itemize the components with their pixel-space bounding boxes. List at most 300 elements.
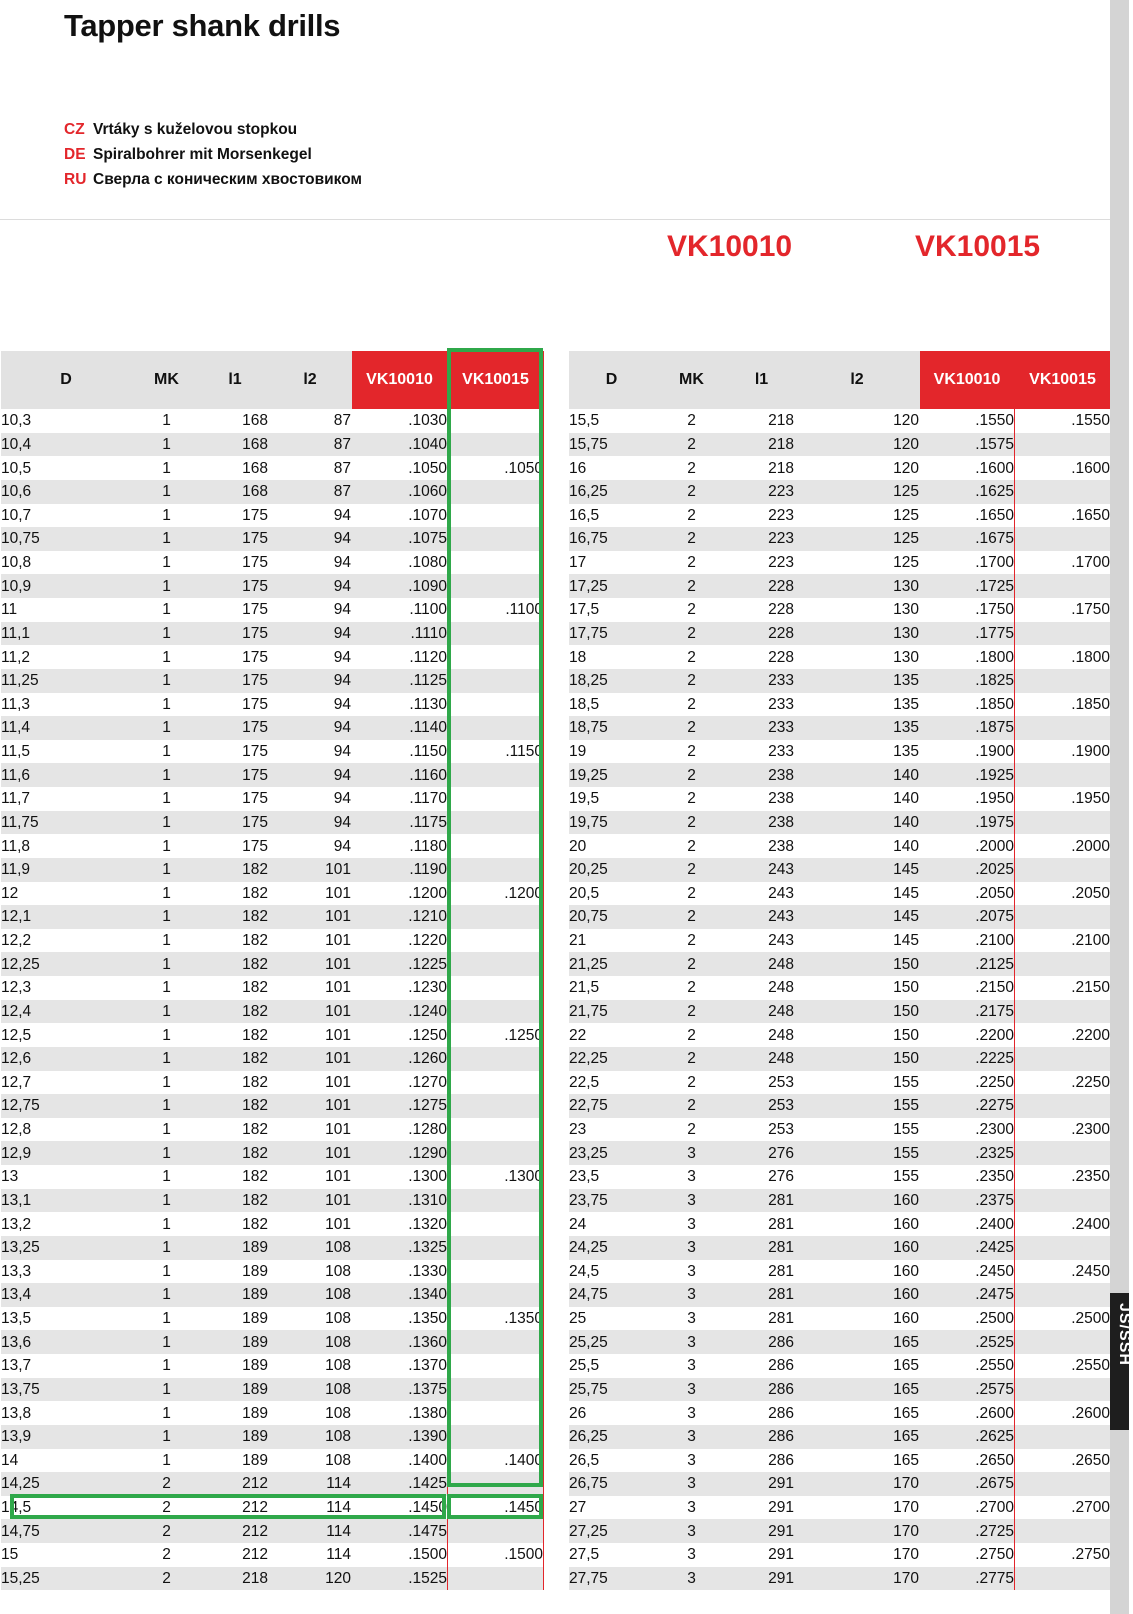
table-row [1, 811, 544, 835]
cell-l1: 168 [202, 433, 269, 457]
cell-vk10015: .1050 [448, 456, 544, 480]
cell-mk: 1 [132, 480, 202, 504]
cell-mk: 1 [162, 932, 171, 950]
cell-l2: 108 [325, 1404, 351, 1422]
table-row [569, 409, 1111, 433]
cell-d: 25 [569, 1310, 587, 1328]
cell-l1: 218 [202, 1567, 269, 1591]
cell-l2: 101 [269, 1047, 352, 1071]
cell-mk: 2 [687, 979, 696, 997]
cell-d: 12,3 [1, 979, 32, 997]
cell-l1: 189 [242, 1451, 268, 1469]
cell-d: 13,5 [1, 1310, 32, 1328]
cell-l2: 165 [893, 1404, 919, 1422]
cell-mk: 2 [655, 669, 729, 693]
cell-l2: 150 [795, 952, 920, 976]
cell-l2: 150 [893, 979, 919, 997]
cell-l1: 182 [242, 1121, 268, 1139]
cell-vk10015: .1550 [1015, 409, 1111, 433]
cell-vk10010: .1750 [920, 598, 1015, 622]
header-l2: l2 [795, 351, 920, 409]
cell-mk: 1 [162, 837, 171, 855]
cell-l1: 182 [242, 1168, 268, 1186]
cell-vk10015 [448, 1472, 544, 1496]
table-row [1, 1354, 544, 1378]
cell-vk10015 [1015, 1567, 1111, 1591]
table-row [569, 598, 1111, 622]
cell-vk10010: .1575 [920, 433, 1015, 457]
cell-l2: 170 [795, 1519, 920, 1543]
cell-vk10010: .2375 [920, 1189, 1015, 1213]
cell-l1: 233 [768, 695, 794, 713]
cell-vk10015 [448, 1189, 544, 1213]
cell-l1: 291 [729, 1472, 795, 1496]
cell-mk: 3 [655, 1425, 729, 1449]
cell-vk10015 [1015, 1472, 1111, 1496]
cell-l1: 175 [242, 837, 268, 855]
cell-vk10010: .1340 [352, 1283, 448, 1307]
cell-l2: 155 [795, 1141, 920, 1165]
cell-l1: 175 [202, 574, 269, 598]
cell-l1: 182 [202, 1000, 269, 1024]
table-body [1, 409, 544, 1590]
cell-vk10010: .1230 [352, 976, 448, 1000]
cell-mk: 2 [162, 1546, 171, 1564]
cell-vk10010: .2550 [920, 1354, 1015, 1378]
cell-l2: 160 [893, 1310, 919, 1328]
cell-vk10015: .1900 [1015, 740, 1111, 764]
cell-d: 26 [569, 1404, 587, 1422]
table-row [1, 622, 544, 646]
cell-l1: 182 [242, 884, 268, 902]
cell-l2: 108 [325, 1262, 351, 1280]
cell-mk: 1 [132, 1283, 202, 1307]
cell-l1: 218 [729, 433, 795, 457]
cell-d: 14,75 [1, 1519, 132, 1543]
table-row [1, 456, 544, 480]
cell-vk10010: .1050 [352, 456, 448, 480]
cell-vk10015 [1015, 716, 1111, 740]
page-title: Tapper shank drills [64, 8, 341, 43]
cell-vk10010: .2425 [920, 1236, 1015, 1260]
table-row [1, 1165, 544, 1189]
cell-l2: 130 [795, 622, 920, 646]
header-vk10010: VK10010 [920, 351, 1015, 409]
cell-mk: 3 [687, 1357, 696, 1375]
cell-vk10015: .2650 [1015, 1449, 1111, 1473]
cell-vk10010: .1125 [352, 669, 448, 693]
drill-table-right [568, 351, 1111, 1590]
cell-mk: 1 [162, 1073, 171, 1091]
cell-l2: 140 [795, 763, 920, 787]
cell-vk10015: .1700 [1015, 551, 1111, 575]
cell-vk10010: .1160 [352, 763, 448, 787]
cell-vk10015: .1100 [448, 598, 544, 622]
cell-mk: 2 [687, 648, 696, 666]
cell-d: 11 [1, 601, 18, 619]
cell-d: 12,25 [1, 952, 132, 976]
cell-l1: 218 [768, 412, 794, 430]
cell-l1: 223 [729, 480, 795, 504]
cell-l2: 120 [893, 412, 919, 430]
cell-l2: 101 [269, 1094, 352, 1118]
cell-mk: 3 [687, 1262, 696, 1280]
cell-l2: 125 [795, 527, 920, 551]
cell-l2: 87 [269, 433, 352, 457]
header-d: D [1, 351, 132, 409]
table-row [569, 1496, 1111, 1520]
cell-mk: 1 [132, 1189, 202, 1213]
cell-d: 15,25 [1, 1567, 132, 1591]
cell-vk10015 [1015, 1000, 1111, 1024]
cell-l1: 228 [729, 622, 795, 646]
cell-l1: 238 [768, 837, 794, 855]
cell-vk10010: .1100 [352, 598, 448, 622]
cell-mk: 1 [162, 1357, 171, 1375]
cell-l2: 101 [325, 1073, 351, 1091]
cell-l2: 108 [269, 1236, 352, 1260]
cell-l1: 253 [729, 1094, 795, 1118]
cell-d: 19,25 [569, 763, 655, 787]
cell-mk: 1 [162, 506, 171, 524]
cell-l2: 94 [269, 811, 352, 835]
cell-vk10010: .1350 [352, 1307, 448, 1331]
cell-d: 11,2 [1, 648, 31, 666]
divider [0, 219, 1110, 220]
cell-d: 16,25 [569, 480, 655, 504]
cell-d: 13,6 [1, 1330, 132, 1354]
cell-mk: 1 [132, 905, 202, 929]
cell-vk10010: .2650 [920, 1449, 1015, 1473]
cell-vk10010: .1275 [352, 1094, 448, 1118]
cell-mk: 1 [162, 459, 171, 477]
cell-l1: 286 [729, 1330, 795, 1354]
table-header [569, 351, 1111, 409]
cell-vk10015 [448, 763, 544, 787]
cell-d: 22,5 [569, 1073, 600, 1091]
table-row [569, 480, 1111, 504]
cell-d: 27,25 [569, 1519, 655, 1543]
cell-d: 27,75 [569, 1567, 655, 1591]
table-header [1, 351, 544, 409]
cell-vk10010: .1675 [920, 527, 1015, 551]
cell-l2: 94 [333, 554, 351, 572]
cell-vk10015 [448, 1141, 544, 1165]
cell-vk10010: .2000 [920, 834, 1015, 858]
cell-vk10015 [448, 1236, 544, 1260]
cell-mk: 3 [655, 1378, 729, 1402]
cell-vk10010: .1075 [352, 527, 448, 551]
table-row [569, 811, 1111, 835]
cell-vk10015 [448, 693, 544, 717]
cell-l2: 108 [325, 1310, 351, 1328]
cell-l1: 212 [202, 1519, 269, 1543]
cell-vk10010: .1725 [920, 574, 1015, 598]
cell-l1: 228 [768, 601, 794, 619]
cell-l2: 155 [893, 1073, 919, 1091]
cell-l2: 94 [269, 716, 352, 740]
cell-l1: 281 [729, 1236, 795, 1260]
cell-l1: 182 [242, 979, 268, 997]
table-row [569, 1047, 1111, 1071]
cell-d: 11,7 [1, 790, 31, 808]
cell-d: 10,9 [1, 574, 132, 598]
cell-vk10010: .2625 [920, 1425, 1015, 1449]
table-row [569, 1118, 1111, 1142]
header-vk10015: VK10015 [1015, 351, 1111, 409]
cell-vk10010: .1270 [352, 1071, 448, 1095]
cell-vk10015 [1015, 1189, 1111, 1213]
cell-l1: 175 [242, 695, 268, 713]
cell-l2: 101 [269, 858, 352, 882]
cell-l1: 233 [729, 669, 795, 693]
table-row [1, 1023, 544, 1047]
cell-l2: 165 [795, 1378, 920, 1402]
cell-l2: 120 [795, 433, 920, 457]
cell-mk: 2 [655, 858, 729, 882]
table-row [1, 1401, 544, 1425]
cell-d: 13,3 [1, 1262, 32, 1280]
cell-d: 12 [1, 884, 19, 902]
cell-vk10010: .2450 [920, 1260, 1015, 1284]
cell-d: 23,75 [569, 1189, 655, 1213]
cell-l1: 175 [202, 669, 269, 693]
cell-d: 13,7 [1, 1357, 32, 1375]
table-row [569, 952, 1111, 976]
header-mk: MK [132, 351, 202, 409]
cell-d: 14,25 [1, 1472, 132, 1496]
header-vk10015: VK10015 [448, 351, 544, 409]
lang-text: Vrtáky s kuželovou stopkou [93, 121, 298, 138]
cell-vk10010: .1825 [920, 669, 1015, 693]
cell-l1: 175 [242, 601, 268, 619]
cell-l2: 165 [893, 1357, 919, 1375]
cell-l2: 150 [795, 1047, 920, 1071]
cell-vk10010: .1375 [352, 1378, 448, 1402]
cell-l1: 243 [768, 932, 794, 950]
cell-l2: 135 [795, 716, 920, 740]
cell-vk10015 [1015, 574, 1111, 598]
cell-vk10015 [448, 433, 544, 457]
cell-l1: 276 [729, 1141, 795, 1165]
cell-l2: 125 [893, 554, 919, 572]
cell-l1: 281 [768, 1310, 794, 1328]
cell-mk: 1 [162, 601, 171, 619]
cell-vk10010: .1875 [920, 716, 1015, 740]
cell-l2: 150 [893, 1026, 919, 1044]
translation-ru [64, 167, 362, 192]
cell-vk10015 [1015, 905, 1111, 929]
header-mk: MK [655, 351, 729, 409]
translation-cz [64, 117, 362, 142]
cell-d: 19,5 [569, 790, 600, 808]
cell-l1: 276 [768, 1168, 794, 1186]
cell-l1: 182 [202, 952, 269, 976]
cell-vk10010: .1625 [920, 480, 1015, 504]
table-row [1, 409, 544, 433]
cell-vk10015 [448, 1047, 544, 1071]
cell-d: 23,5 [569, 1168, 600, 1186]
cell-vk10015: .2750 [1015, 1543, 1111, 1567]
cell-l2: 135 [893, 743, 919, 761]
table-row [1, 693, 544, 717]
cell-d: 13,75 [1, 1378, 132, 1402]
cell-mk: 2 [687, 601, 696, 619]
cell-l2: 87 [333, 412, 351, 430]
cell-l1: 175 [202, 763, 269, 787]
cell-vk10015 [1015, 1519, 1111, 1543]
table-row [569, 905, 1111, 929]
cell-vk10010: .2750 [920, 1543, 1015, 1567]
table-row [1, 1094, 544, 1118]
cell-mk: 2 [132, 1472, 202, 1496]
cell-l2: 108 [269, 1425, 352, 1449]
cell-vk10010: .2350 [920, 1165, 1015, 1189]
cell-l1: 175 [242, 554, 268, 572]
cell-vk10015: .2300 [1015, 1118, 1111, 1142]
table-row [569, 1189, 1111, 1213]
cell-mk: 3 [655, 1330, 729, 1354]
cell-vk10010: .2525 [920, 1330, 1015, 1354]
cell-vk10015 [448, 551, 544, 575]
cell-vk10010: .1070 [352, 504, 448, 528]
cell-vk10015 [1015, 858, 1111, 882]
table-row [569, 574, 1111, 598]
cell-vk10015 [1015, 763, 1111, 787]
cell-vk10010: .1525 [352, 1567, 448, 1591]
table-row [1, 834, 544, 858]
cell-vk10015: .1850 [1015, 693, 1111, 717]
cell-mk: 2 [655, 811, 729, 835]
cell-d: 12,7 [1, 1073, 32, 1091]
cell-vk10010: .1300 [352, 1165, 448, 1189]
cell-vk10010: .1370 [352, 1354, 448, 1378]
cell-mk: 1 [132, 952, 202, 976]
table-row [569, 645, 1111, 669]
cell-vk10015 [1015, 1330, 1111, 1354]
cell-vk10015 [1015, 1378, 1111, 1402]
cell-vk10015: .1950 [1015, 787, 1111, 811]
cell-vk10015 [448, 669, 544, 693]
cell-mk: 2 [132, 1519, 202, 1543]
cell-l1: 286 [729, 1425, 795, 1449]
cell-l2: 145 [893, 884, 919, 902]
cell-mk: 2 [687, 743, 696, 761]
cell-l2: 130 [893, 648, 919, 666]
cell-l2: 125 [893, 506, 919, 524]
cell-vk10015 [1015, 1283, 1111, 1307]
table-row [569, 1260, 1111, 1284]
cell-d: 16,5 [569, 506, 600, 524]
cell-vk10015 [1015, 811, 1111, 835]
table-row [1, 952, 544, 976]
cell-l2: 101 [325, 1168, 351, 1186]
cell-d: 16,75 [569, 527, 655, 551]
cell-vk10010: .1650 [920, 504, 1015, 528]
cell-vk10015: .1800 [1015, 645, 1111, 669]
cell-vk10010: .1900 [920, 740, 1015, 764]
cell-vk10015 [1015, 433, 1111, 457]
cell-l1: 182 [202, 858, 269, 882]
cell-vk10010: .1220 [352, 929, 448, 953]
cell-d: 24,75 [569, 1283, 655, 1307]
cell-vk10015 [448, 645, 544, 669]
cell-l2: 170 [795, 1472, 920, 1496]
cell-l2: 101 [325, 884, 351, 902]
table-row [569, 976, 1111, 1000]
series-label-vk10010: VK10010 [667, 230, 793, 263]
cell-d: 17,75 [569, 622, 655, 646]
cell-l2: 94 [269, 527, 352, 551]
cell-l1: 281 [729, 1189, 795, 1213]
cell-l2: 145 [893, 932, 919, 950]
cell-d: 13,9 [1, 1425, 132, 1449]
cell-vk10010: .2150 [920, 976, 1015, 1000]
cell-mk: 1 [162, 648, 171, 666]
cell-mk: 2 [655, 1047, 729, 1071]
cell-vk10010: .2300 [920, 1118, 1015, 1142]
cell-d: 25,25 [569, 1330, 655, 1354]
cell-d: 12,2 [1, 932, 32, 950]
cell-l2: 135 [795, 669, 920, 693]
translations-list [64, 117, 362, 192]
table-row [569, 504, 1111, 528]
cell-vk10010: .1180 [352, 834, 448, 858]
cell-vk10015 [1015, 480, 1111, 504]
lang-text: Сверла с коническим хвостовиком [93, 171, 362, 188]
cell-mk: 1 [162, 1168, 171, 1186]
cell-d: 25,5 [569, 1357, 600, 1375]
table-row [1, 1378, 544, 1402]
cell-vk10015 [448, 976, 544, 1000]
cell-vk10015 [448, 1378, 544, 1402]
table-row [1, 787, 544, 811]
cell-l1: 223 [729, 527, 795, 551]
cell-vk10015 [1015, 1047, 1111, 1071]
cell-l2: 160 [795, 1189, 920, 1213]
table-row [569, 1236, 1111, 1260]
cell-vk10010: .2500 [920, 1307, 1015, 1331]
table-row [1, 1047, 544, 1071]
cell-vk10010: .1120 [352, 645, 448, 669]
cell-vk10015 [448, 622, 544, 646]
cell-vk10010: .1775 [920, 622, 1015, 646]
cell-d: 13,8 [1, 1404, 32, 1422]
cell-mk: 3 [687, 1310, 696, 1328]
cell-vk10010: .1260 [352, 1047, 448, 1071]
cell-d: 27 [569, 1499, 587, 1517]
side-tab-label[interactable]: JS/SSH [1116, 1303, 1133, 1366]
cell-mk: 1 [162, 1451, 171, 1469]
table-row [569, 1401, 1111, 1425]
cell-l1: 286 [768, 1404, 794, 1422]
table-row [569, 882, 1111, 906]
cell-l2: 135 [893, 695, 919, 713]
table-row [569, 1472, 1111, 1496]
cell-vk10010: .2250 [920, 1071, 1015, 1095]
table-row [1, 1071, 544, 1095]
cell-mk: 3 [687, 1215, 696, 1233]
cell-l2: 114 [326, 1499, 351, 1517]
table-row [1, 740, 544, 764]
cell-l1: 182 [202, 1047, 269, 1071]
cell-l1: 223 [768, 506, 794, 524]
cell-l1: 182 [242, 932, 268, 950]
cell-l2: 87 [269, 480, 352, 504]
cell-l2: 120 [269, 1567, 352, 1591]
table-row [1, 1449, 544, 1473]
cell-vk10010: .2400 [920, 1212, 1015, 1236]
